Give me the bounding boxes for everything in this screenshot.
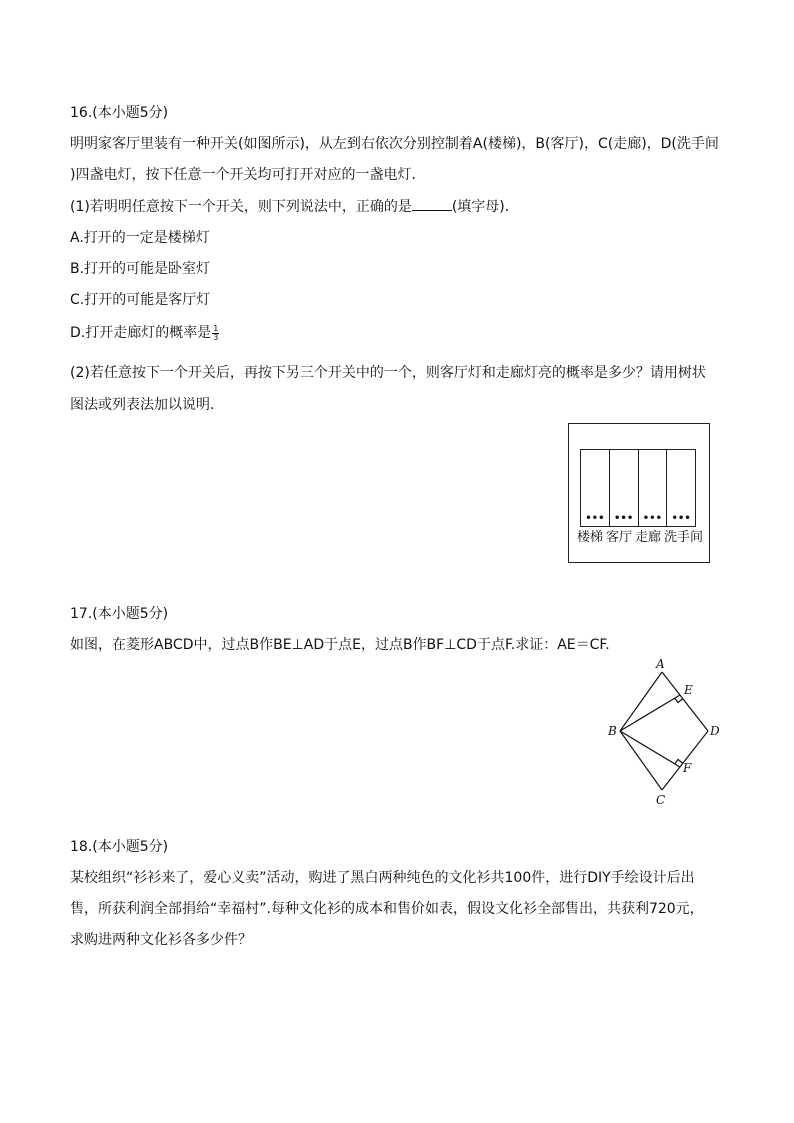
q16-part2-line1: (2)若任意按下一个开关后，再按下另三个开关中的一个，则客厅灯和走廊灯亮的概率是多少？请用树状 bbox=[70, 365, 706, 381]
segment-bf bbox=[620, 731, 680, 767]
q17-stem: 如图，在菱形ABCD中，过点B作BE⊥AD于点E，过点B作BF⊥CD于点F.求证：AE＝CF. bbox=[70, 637, 610, 653]
switch-a bbox=[581, 450, 610, 526]
switch-label-bathroom: 洗手间 bbox=[664, 530, 704, 545]
switch-label-living-room: 客厅 bbox=[606, 530, 633, 545]
q18-line2: 售，所获利润全部捐给“幸福村”.每种文化衫的成本和售价如表，假设文化衫全部售出，共获利720元， bbox=[70, 901, 704, 917]
side-ba bbox=[620, 672, 662, 731]
q16-option-d-text: D.打开走廊灯的概率是 bbox=[70, 325, 212, 341]
switch-label-stairs: 楼梯 bbox=[577, 530, 604, 545]
q16-option-b: B.打开的可能是卧室灯 bbox=[70, 261, 211, 277]
switch-dots: ••• bbox=[671, 513, 691, 524]
q16-part1-after: (填字母)． bbox=[451, 199, 519, 215]
switch-panel-figure bbox=[568, 423, 710, 563]
q16-part2-line2: 图法或列表法加以说明． bbox=[70, 397, 224, 413]
switch-dots: ••• bbox=[585, 513, 605, 524]
right-angle-mark-e bbox=[675, 699, 683, 703]
q18-header: 18.(本小题5分) bbox=[70, 839, 169, 855]
q17-header: 17.(本小题5分) bbox=[70, 606, 169, 622]
q18-line3: 求购进两种文化衫各多少件？ bbox=[70, 932, 252, 948]
fraction-one-third: $\frac{1}{3}$ bbox=[213, 323, 219, 342]
q16-option-c: C.打开的可能是客厅灯 bbox=[70, 292, 211, 308]
point-label-f: F bbox=[683, 761, 692, 775]
point-label-e: E bbox=[684, 683, 693, 697]
point-label-c: C bbox=[656, 793, 666, 807]
q16-option-a: A.打开的一定是楼梯灯 bbox=[70, 230, 210, 246]
switch-dots: ••• bbox=[642, 513, 662, 524]
rhombus-figure bbox=[600, 652, 730, 812]
q16-stem-line2: )四盏电灯，按下任意一个开关均可打开对应的一盏电灯． bbox=[70, 167, 426, 183]
side-cb bbox=[620, 731, 662, 790]
switch-dots: ••• bbox=[614, 513, 634, 524]
switch-label-corridor: 走廊 bbox=[635, 530, 662, 545]
q16-part1 bbox=[70, 198, 519, 216]
q16-header: 16.(本小题5分) bbox=[70, 105, 169, 121]
q16-stem-line1: 明明家客厅里装有一种开关(如图所示)，从左到右依次分别控制着A(楼梯)，B(客厅)，C(走廊)，D(洗手间 bbox=[70, 136, 719, 152]
q16-part1-before: (1)若明明任意按下一个开关，则下列说法中，正确的是 bbox=[70, 199, 412, 215]
point-label-a: A bbox=[656, 657, 665, 671]
switch-c bbox=[639, 450, 668, 526]
segment-be bbox=[620, 695, 680, 731]
switch-d bbox=[667, 450, 695, 526]
answer-blank[interactable] bbox=[412, 198, 452, 211]
q18-line1: 某校组织“衫衫来了，爱心义卖”活动，购进了黑白两种纯色的文化衫共100件，进行DIY手绘设计后出 bbox=[70, 870, 695, 886]
point-label-d: D bbox=[710, 724, 720, 738]
right-angle-mark-f bbox=[675, 760, 683, 764]
switch-b bbox=[610, 450, 639, 526]
point-label-b: B bbox=[608, 724, 617, 738]
switch-labels bbox=[577, 530, 709, 546]
switch-row bbox=[580, 449, 696, 527]
q16-option-d bbox=[70, 324, 219, 342]
